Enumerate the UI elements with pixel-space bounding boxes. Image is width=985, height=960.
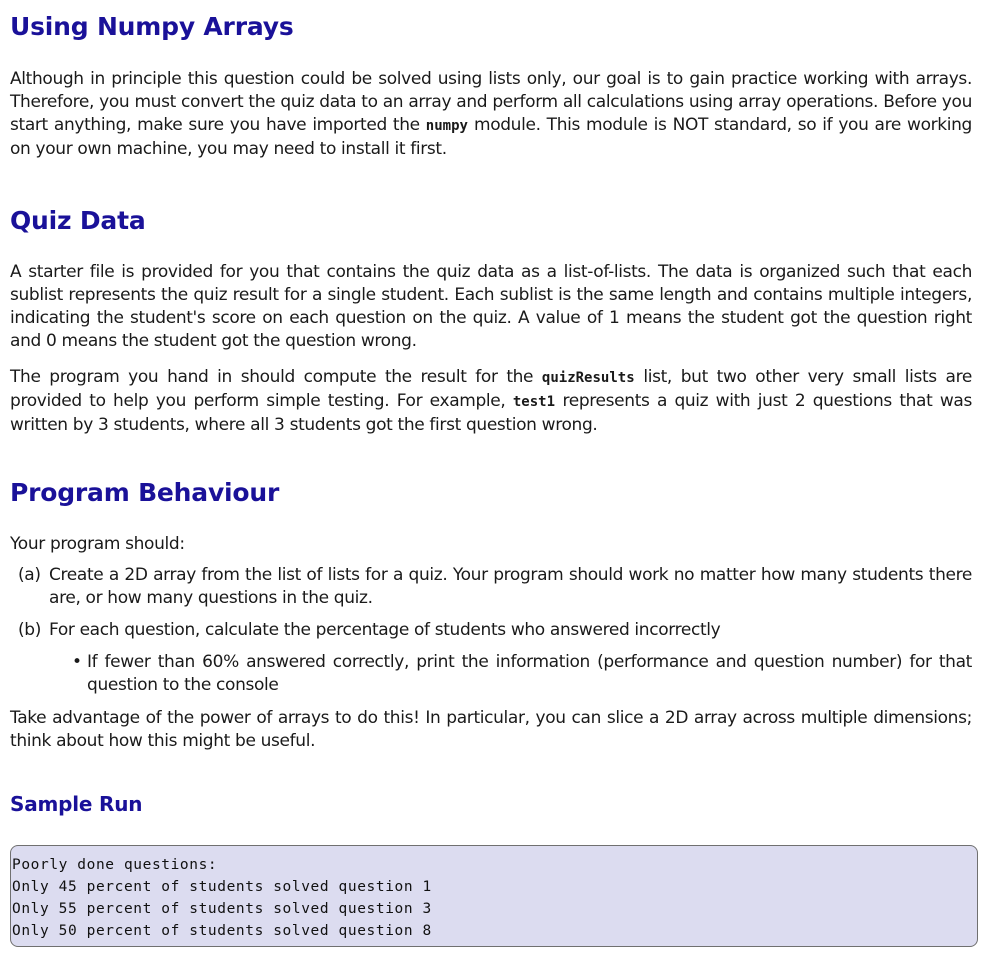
list-marker-b: (b) [18, 620, 42, 640]
quiz-data-paragraph-2 [10, 366, 972, 437]
heading-sample-run: Sample Run [10, 792, 143, 816]
numpy-intro-paragraph [10, 68, 972, 161]
numpy-intro-text-2: module. This module is NOT standard, so if you are working on your own machine, you may need to install it first. [10, 115, 972, 159]
heading-using-numpy-arrays: Using Numpy Arrays [10, 12, 294, 41]
quiz-data-text-b: list, but two other very small lists are provided to help you perform simple testing. For example, [10, 367, 972, 411]
heading-quiz-data: Quiz Data [10, 206, 146, 235]
code-quizresults: quizResults [541, 370, 635, 386]
program-closing-paragraph: Take advantage of the power of arrays to do this! In particular, you can slice a 2D array across multiple dimensions; think about how this might be useful. [10, 708, 972, 751]
quiz-data-paragraph-1: A starter file is provided for you that contains the quiz data as a list-of-lists. The data is organized such that each sublist represents the quiz result for a single student. Each sublist is the same length and contains multiple integers, indicating the student's score on each question on the quiz. A value of 1 means the student got the question right and 0 means the student got the question wrong. [10, 262, 972, 351]
output-line: Only 50 percent of students solved question 8 [12, 923, 432, 939]
sample-run-output [10, 845, 978, 947]
quiz-data-text-c: represents a quiz with just 2 questions that was written by 3 students, where all 3 students got the first question wrong. [10, 391, 972, 435]
program-intro: Your program should: [10, 534, 185, 554]
code-numpy: numpy [425, 118, 468, 134]
code-test1: test1 [512, 394, 556, 410]
heading-program-behaviour: Program Behaviour [10, 478, 280, 507]
output-line: Only 45 percent of students solved question 1 [12, 879, 432, 895]
numpy-intro-text-1: Although in principle this question could be solved using lists only, our goal is to gain practice working with arrays. Therefore, you must convert the quiz data to an array and perform all calculations using array operations. Before you start anything, make sure you have imported the [10, 69, 972, 135]
quiz-data-text-a: The program you hand in should compute the result for the [10, 367, 542, 387]
list-item-b-text: For each question, calculate the percentage of students who answered incorrectly [49, 620, 721, 640]
bullet-marker: • [72, 652, 82, 672]
list-item-b [18, 619, 972, 642]
bullet-item-text: If fewer than 60% answered correctly, print the information (performance and question number) for that question to the console [87, 652, 972, 695]
output-line: Only 55 percent of students solved question 3 [12, 901, 432, 917]
list-marker-a: (a) [18, 565, 41, 585]
output-line: Poorly done questions: [12, 857, 218, 873]
list-item-a [18, 564, 972, 610]
bullet-item [72, 651, 972, 697]
list-item-a-text: Create a 2D array from the list of lists for a quiz. Your program should work no matter how many students there are, or how many questions in the quiz. [49, 565, 972, 608]
